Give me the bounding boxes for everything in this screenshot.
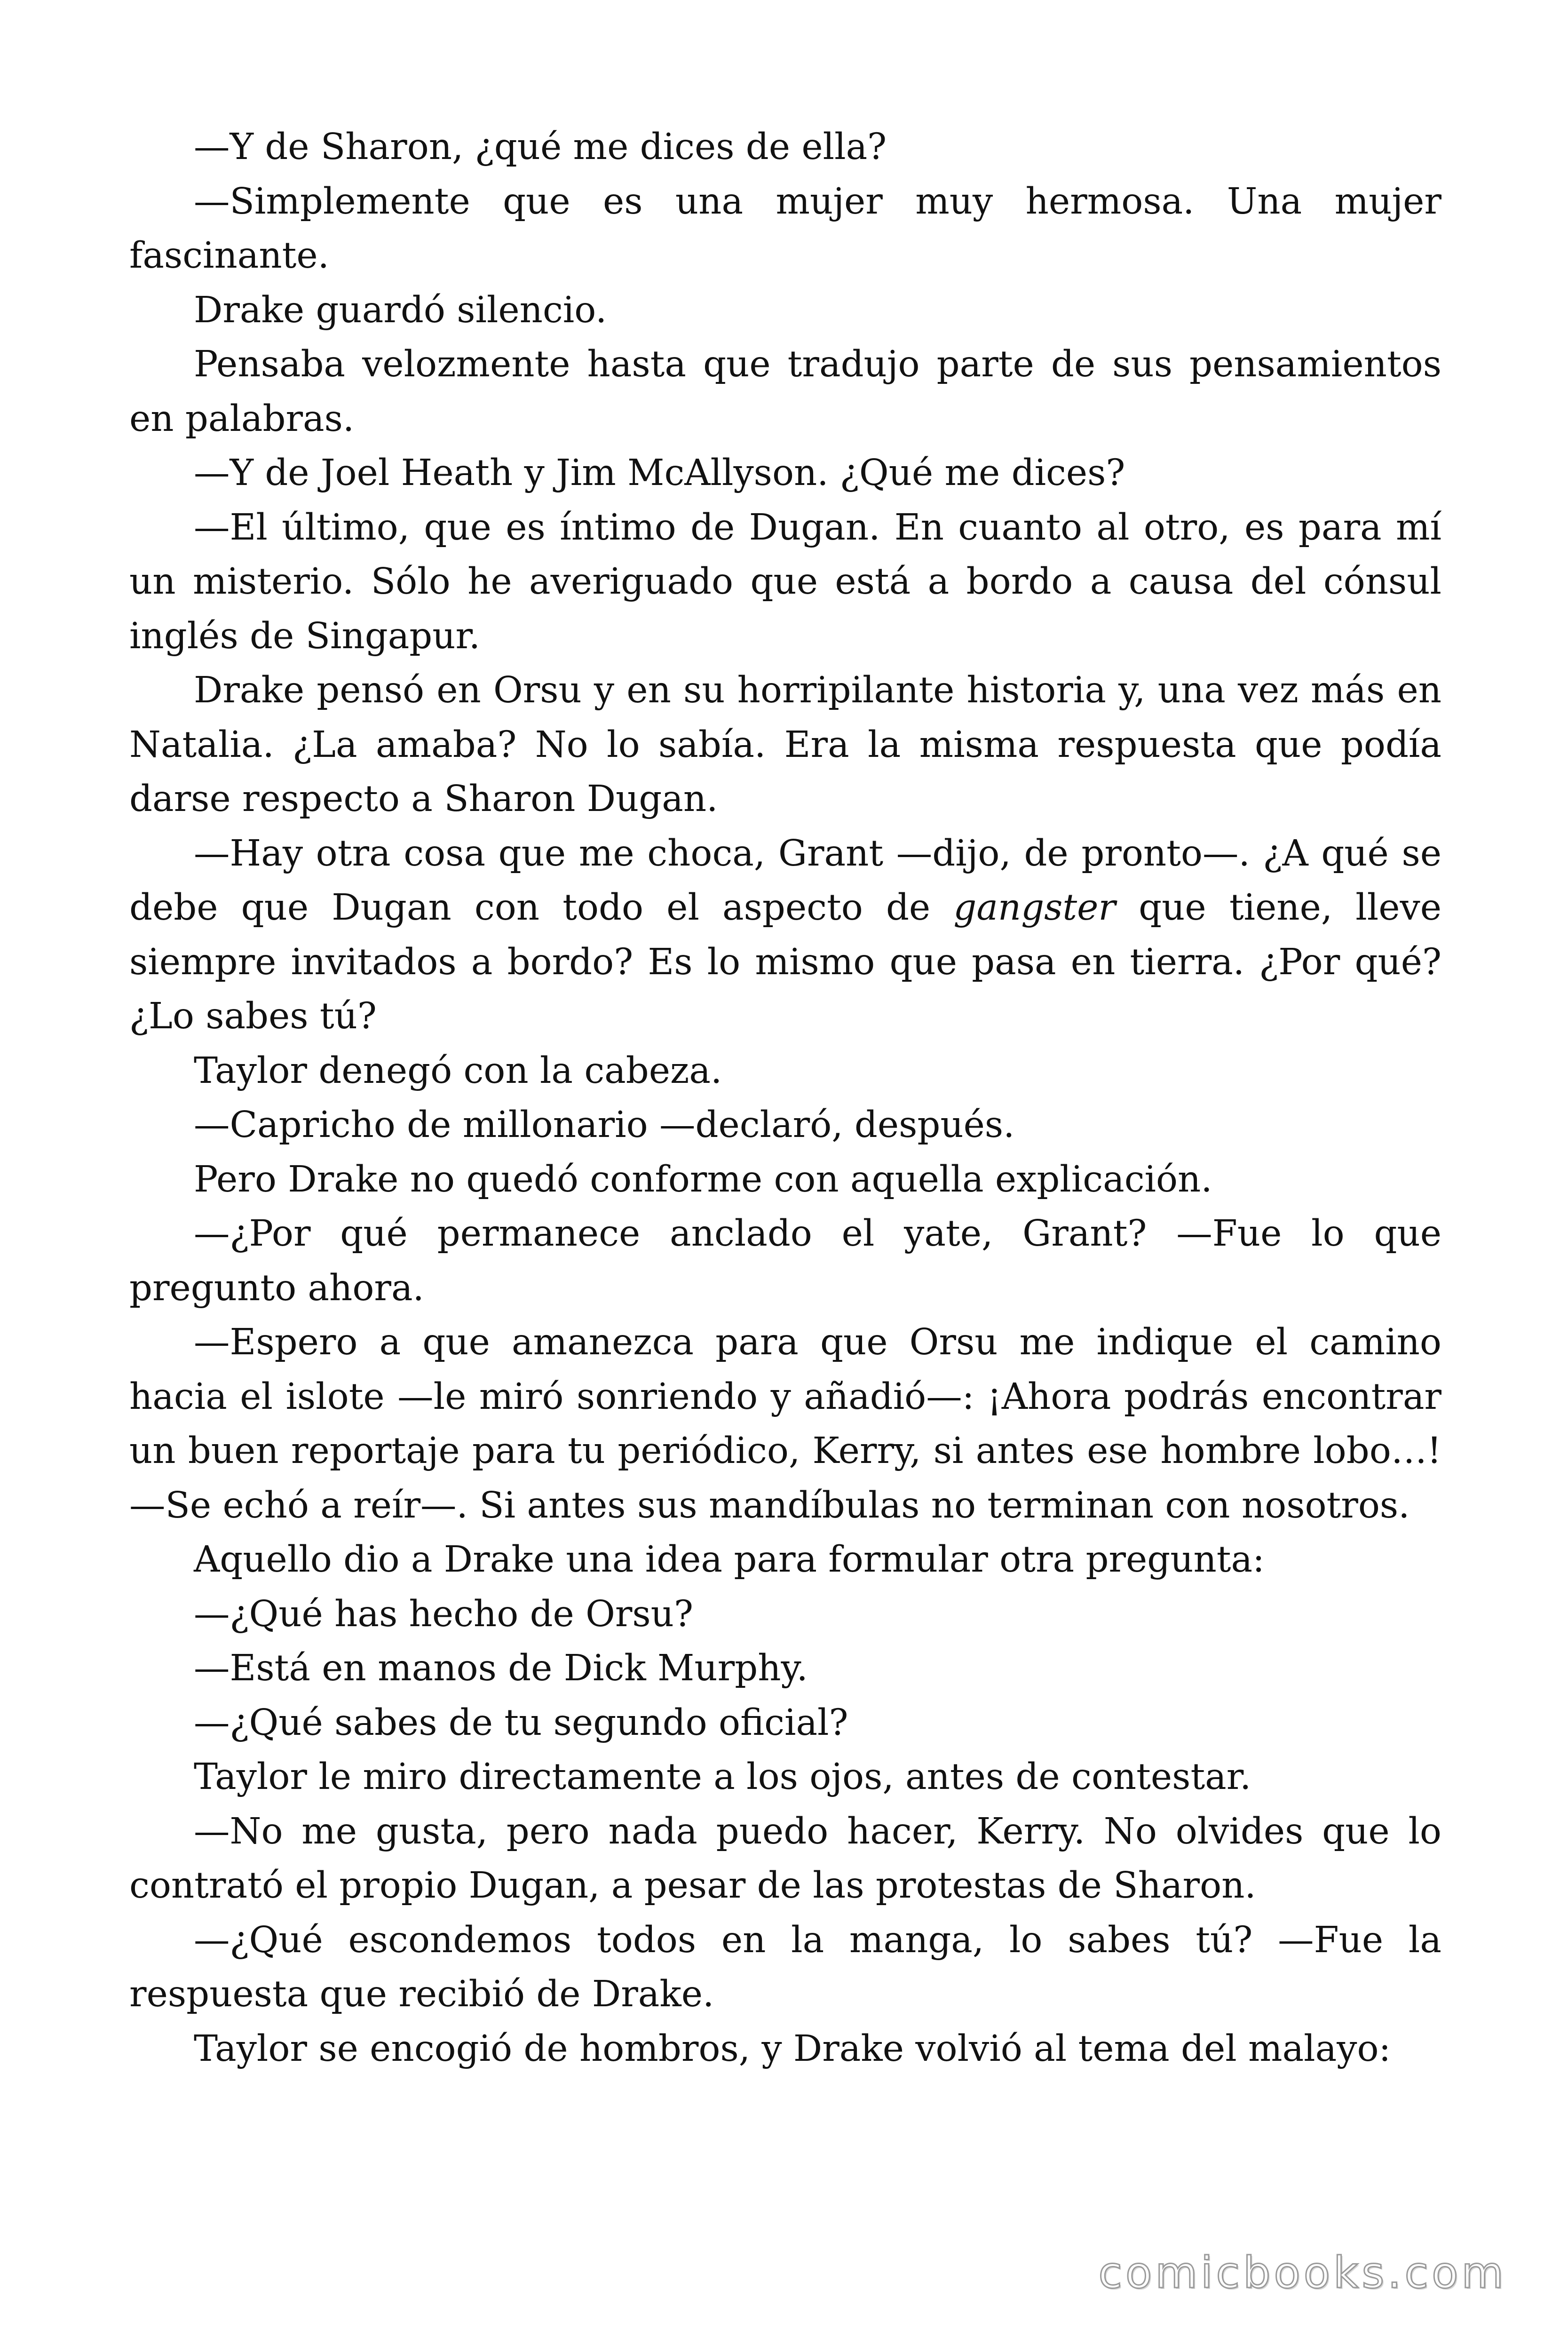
- paragraph: Pensaba velozmente hasta que tradujo parte de sus pensamientos en palabras.: [129, 343, 1441, 440]
- watermark: comicbooks.com: [1098, 2248, 1507, 2298]
- paragraph: [129, 826, 1441, 1044]
- paragraph: Drake pensó en Orsu y en su horripilante historia y, una vez más en Natalia. ¿La amaba? No lo sabía. Era la misma respuesta que podía darse respecto a Sharon Dugan.: [129, 669, 1441, 820]
- paragraph-text: que tiene, lleve siempre invitados a bordo? Es lo mismo que pasa en tierra. ¿Por qué? ¿Lo sabes tú?: [129, 887, 1441, 1037]
- paragraph: —El último, que es íntimo de Dugan. En cuanto al otro, es para mí un misterio. Sólo he averiguado que está a bordo a causa del cónsul inglés de Singapur.: [129, 506, 1441, 657]
- italic-word: gangster: [953, 887, 1116, 929]
- paragraph: —Capricho de millonario —declaró, después.: [194, 1104, 1015, 1146]
- paragraph: —Y de Joel Heath y Jim McAllyson. ¿Qué me dices?: [194, 452, 1125, 494]
- paragraph: —Y de Sharon, ¿qué me dices de ella?: [194, 126, 887, 168]
- paragraph: —¿Qué has hecho de Orsu?: [194, 1593, 693, 1635]
- paragraph: Taylor le miro directamente a los ojos, antes de contestar.: [194, 1756, 1251, 1798]
- paragraph: —Espero a que amanezca para que Orsu me indique el camino hacia el islote —le miró sonriendo y añadió—: ¡Ahora podrás encontrar un buen reportaje para tu periódico, Kerry, si antes ese hombre lobo…! —Se echó a reír—. Si antes sus mandíbulas no terminan con nosotros.: [129, 1321, 1441, 1526]
- paragraph: —¿Por qué permanece anclado el yate, Grant? —Fue lo que pregunto ahora.: [129, 1213, 1441, 1309]
- paragraph: Pero Drake no quedó conforme con aquella explicación.: [194, 1158, 1212, 1200]
- paragraph: —Está en manos de Dick Murphy.: [194, 1647, 808, 1689]
- paragraph: —¿Qué escondemos todos en la manga, lo sabes tú? —Fue la respuesta que recibió de Drake.: [129, 1919, 1441, 2015]
- paragraph: Taylor denegó con la cabeza.: [194, 1049, 722, 1092]
- paragraph: Taylor se encogió de hombros, y Drake volvió al tema del malayo:: [194, 2027, 1391, 2070]
- paragraph: Aquello dio a Drake una idea para formular otra pregunta:: [194, 1539, 1265, 1581]
- paragraph-text: —Hay otra cosa que me choca, Grant —dijo, de pronto—. ¿A qué se debe que Dugan con todo el aspecto de: [129, 832, 1441, 929]
- paragraph: —No me gusta, pero nada puedo hacer, Kerry. No olvides que lo contrató el propio Dugan, a pesar de las protestas de Sharon.: [129, 1810, 1441, 1907]
- paragraph: —Simplemente que es una mujer muy hermosa. Una mujer fascinante.: [129, 180, 1441, 277]
- book-page-text: [129, 120, 1441, 2076]
- paragraph: —¿Qué sabes de tu segundo oficial?: [194, 1701, 848, 1744]
- paragraph: Drake guardó silencio.: [194, 289, 607, 331]
